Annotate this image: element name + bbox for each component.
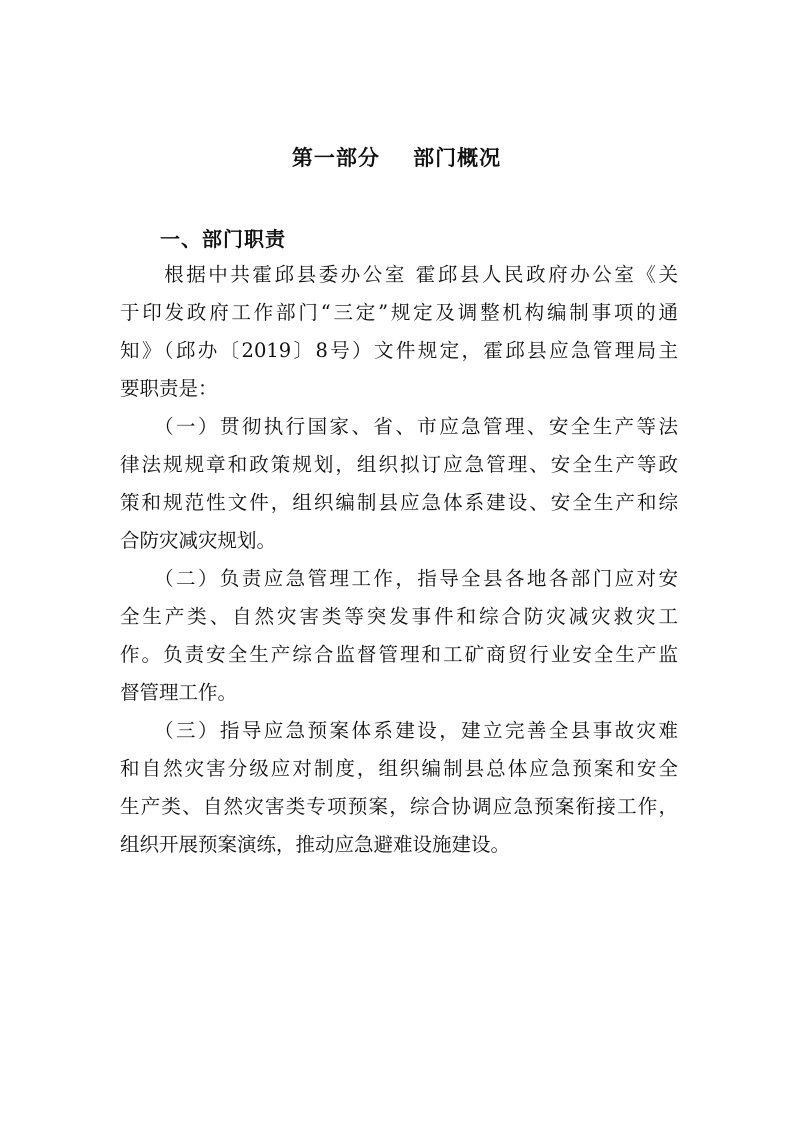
paragraph — [120, 560, 678, 712]
paragraph-line: （三）指导应急预案体系建设，建立完善全县事故灾难 — [120, 719, 678, 742]
paragraph-line: 组织开展预案演练，推动应急避难设施建设。 — [120, 833, 511, 856]
paragraph-line: （一）贯彻执行国家、省、市应急管理、安全生产等法 — [120, 415, 678, 438]
paragraph-line: 于印发政府工作部门“三定”规定及调整机构编制事项的通 — [120, 301, 678, 324]
paragraph-line: 要职责是： — [120, 377, 218, 400]
paragraph-line: 和自然灾害分级应对制度，组织编制县总体应急预案和安全 — [120, 757, 678, 780]
paragraph-line: 督管理工作。 — [120, 681, 238, 704]
paragraph — [120, 712, 678, 864]
document-body — [120, 256, 678, 864]
paragraph-line: 生产类、自然灾害类专项预案，综合协调应急预案衔接工作， — [120, 795, 678, 818]
section-heading: 一、部门职责 — [160, 227, 286, 251]
paragraph-line: 合防灾减灾规划。 — [120, 529, 277, 552]
paragraph-line: 全生产类、自然灾害类等突发事件和综合防灾减灾救灾工 — [120, 605, 678, 628]
paragraph — [120, 256, 678, 408]
paragraph-line: 策和规范性文件，组织编制县应急体系建设、安全生产和综 — [120, 491, 678, 514]
page-title: 第一部分 部门概况 — [291, 146, 502, 170]
paragraph-line: 作。负责安全生产综合监督管理和工矿商贸行业安全生产监 — [120, 643, 678, 666]
paragraph-line: 根据中共霍邱县委办公室 霍邱县人民政府办公室《关 — [120, 263, 678, 286]
paragraph-line: 律法规规章和政策规划，组织拟订应急管理、安全生产等政 — [120, 453, 678, 476]
paragraph-line: （二）负责应急管理工作，指导全县各地各部门应对安 — [120, 567, 678, 590]
paragraph-line: 知》（邱办〔2019〕8号）文件规定，霍邱县应急管理局主 — [120, 339, 678, 362]
paragraph — [120, 408, 678, 560]
